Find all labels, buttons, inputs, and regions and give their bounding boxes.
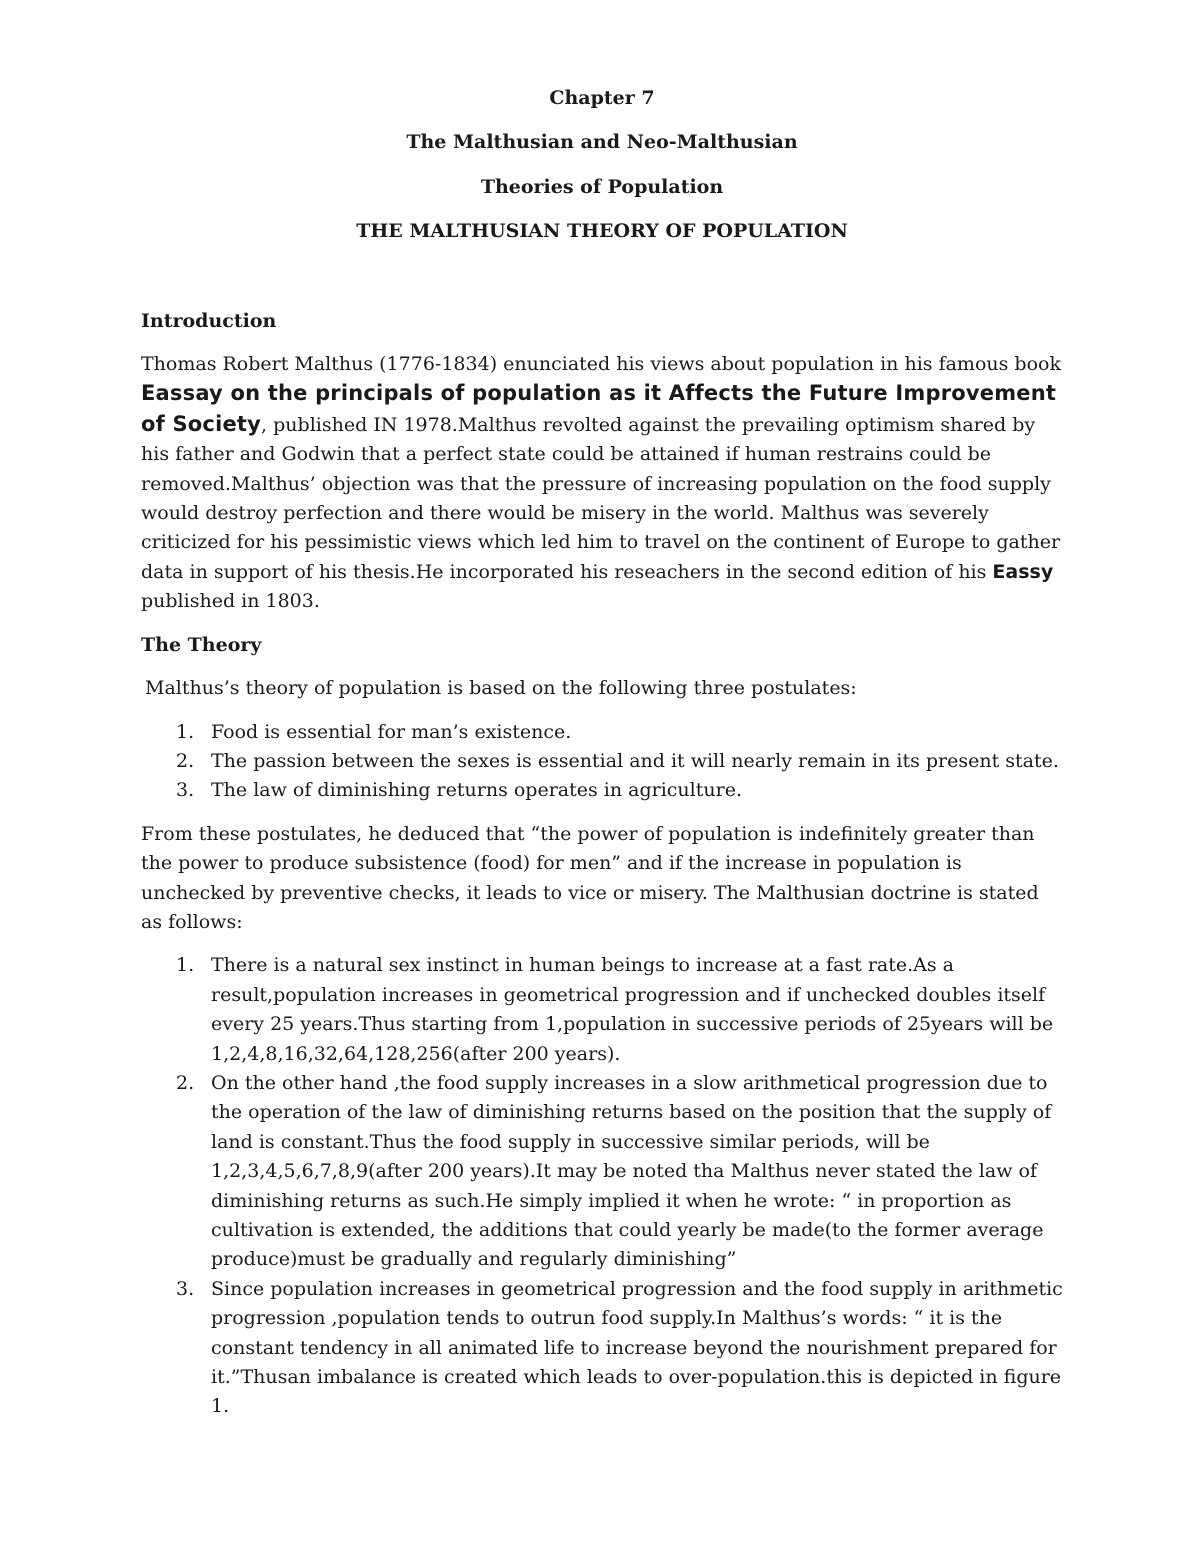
intro-text-before: Thomas Robert Malthus (1776-1834) enunciated his views about population in his famous book xyxy=(141,353,1061,376)
doctrine-list xyxy=(141,951,1063,1422)
list-number: 2. xyxy=(176,749,195,772)
document-page xyxy=(141,84,1063,1436)
introduction-paragraph xyxy=(141,350,1063,617)
heading-block xyxy=(141,84,1063,247)
introduction-heading: Introduction xyxy=(141,309,277,332)
main-section-heading: THE MALTHUSIAN THEORY OF POPULATION xyxy=(356,220,848,243)
theory-heading: The Theory xyxy=(141,633,262,656)
list-number: 1. xyxy=(176,954,195,977)
postulates-lead: Malthus’s theory of population is based on the following three postulates: xyxy=(145,677,857,700)
deduction-paragraph: From these postulates, he deduced that “the power of population is indefinitely greater than the power to produce subsistence (food) for men” and if the increase in population is unchecked by preventive checks, it leads to vice or misery. The Malthusian doctrine is stated as follows: xyxy=(141,822,1039,933)
list-item xyxy=(141,747,1063,776)
book-title: Eassay on the principals of population as it Affects the Future Improvement of Society xyxy=(141,381,1057,436)
list-number: 3. xyxy=(176,1277,195,1300)
list-text: Food is essential for man’s existence. xyxy=(211,720,572,743)
list-text: There is a natural sex instinct in human beings to increase at a fast rate.As a result,population increases in geometrical progression and if unchecked doubles itself every 25 years.Thus starting from 1,population in successive periods of 25years will be 1,2,4,8,16,32,64,128,256(after 200 years). xyxy=(211,954,1054,1065)
list-text: On the other hand ,the food supply increases in a slow arithmetical progression due to the operation of the law of diminishing returns based on the position that the supply of land is constant.Thus the food supply in successive similar periods, will be 1,2,3,4,5,6,7,8,9(after 200 years).It may be noted tha Malthus never stated the law of diminishing returns as such.He simply implied it when he wrote: “ in proportion as cultivation is extended, the additions that could yearly be made(to the former average produce)must be gradually and regularly diminishing” xyxy=(211,1071,1052,1271)
list-text: The passion between the sexes is essential and it will nearly remain in its present state. xyxy=(211,749,1059,772)
list-text: The law of diminishing returns operates in agriculture. xyxy=(211,779,742,802)
list-number: 2. xyxy=(176,1071,195,1094)
intro-text-middle: , published IN 1978.Malthus revolted against the prevailing optimism shared by his father and Godwin that a perfect state could be attained if human restrains could be removed.Malthus’ objection was that the pressure of increasing population on the food supply would destroy perfection and there would be misery in the world. Malthus was severely criticized for his pessimistic views which led him to travel on the continent of Europe to gather data in support of his thesis.He incorporated his reseachers in the second edition of his xyxy=(141,413,1061,583)
list-number: 3. xyxy=(176,779,195,802)
list-item xyxy=(141,1069,1063,1275)
book-short-title: Eassy xyxy=(992,560,1054,583)
list-text: Since population increases in geometrical progression and the food supply in arithmetic progression ,population tends to outrun food supply.In Malthus’s words: “ it is the constant tendency in all animated life to increase beyond the nourishment prepared for it.”Thusan imbalance is created which leads to over-population.this is depicted in figure 1. xyxy=(211,1277,1063,1418)
title-line-2: Theories of Population xyxy=(480,175,724,198)
postulates-list xyxy=(141,718,1063,806)
title-line-1: The Malthusian and Neo-Malthusian xyxy=(406,131,798,154)
chapter-heading: Chapter 7 xyxy=(549,87,655,109)
list-item xyxy=(141,1275,1063,1422)
list-item xyxy=(141,776,1063,805)
list-item xyxy=(141,951,1063,1069)
list-number: 1. xyxy=(176,720,195,743)
list-item xyxy=(141,718,1063,747)
intro-text-after: published in 1803. xyxy=(141,590,320,613)
